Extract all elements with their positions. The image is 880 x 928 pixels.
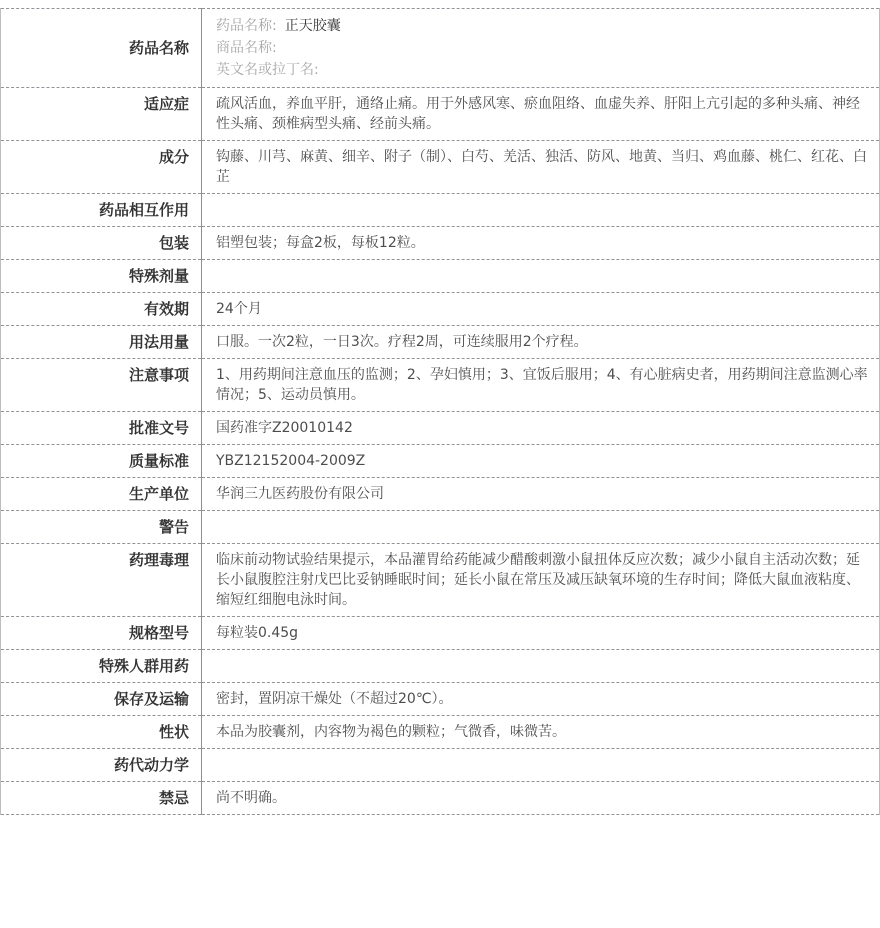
row-value bbox=[202, 9, 880, 88]
row-value: 华润三九医药股份有限公司 bbox=[202, 478, 880, 511]
row-value: 临床前动物试验结果提示，本品灌胃给药能减少醋酸刺激小鼠扭体反应次数；减少小鼠自主活动次数；延长小鼠腹腔注射戊巴比妥钠睡眠时间；延长小鼠在常压及减压缺氧环境的生存时间；降低大鼠血液粘度、缩短红细胞电泳时间。 bbox=[202, 544, 880, 617]
table-row bbox=[1, 9, 880, 88]
row-value bbox=[202, 650, 880, 683]
row-value bbox=[202, 511, 880, 544]
name-line-key: 商品名称: bbox=[216, 40, 277, 56]
row-value: 本品为胶囊剂，内容物为褐色的颗粒；气微香，味微苦。 bbox=[202, 716, 880, 749]
row-label: 警告 bbox=[1, 511, 202, 544]
row-label: 保存及运输 bbox=[1, 683, 202, 716]
table-row bbox=[1, 412, 880, 445]
drug-info-table bbox=[0, 8, 880, 815]
table-row bbox=[1, 293, 880, 326]
table-row bbox=[1, 227, 880, 260]
name-line-key: 药品名称: bbox=[216, 18, 277, 34]
row-label: 适应症 bbox=[1, 88, 202, 141]
row-value: 口服。一次2粒，一日3次。疗程2周，可连续服用2个疗程。 bbox=[202, 326, 880, 359]
row-value bbox=[202, 194, 880, 227]
row-value bbox=[202, 260, 880, 293]
row-value: YBZ12152004-2009Z bbox=[202, 445, 880, 478]
row-label: 包装 bbox=[1, 227, 202, 260]
row-value: 1、用药期间注意血压的监测；2、孕妇慎用；3、宜饭后服用；4、有心脏病史者，用药期间注意监测心率情况；5、运动员慎用。 bbox=[202, 359, 880, 412]
row-label: 禁忌 bbox=[1, 782, 202, 815]
row-value: 尚不明确。 bbox=[202, 782, 880, 815]
table-row bbox=[1, 511, 880, 544]
table-row bbox=[1, 478, 880, 511]
table-row bbox=[1, 326, 880, 359]
row-label: 批准文号 bbox=[1, 412, 202, 445]
table-row bbox=[1, 749, 880, 782]
row-value: 密封，置阴凉干燥处（不超过20℃）。 bbox=[202, 683, 880, 716]
row-label: 生产单位 bbox=[1, 478, 202, 511]
drug-info-table-body bbox=[1, 9, 880, 815]
row-value: 国药准字Z20010142 bbox=[202, 412, 880, 445]
table-row bbox=[1, 782, 880, 815]
row-label: 药代动力学 bbox=[1, 749, 202, 782]
row-label: 特殊人群用药 bbox=[1, 650, 202, 683]
name-line bbox=[216, 37, 869, 59]
table-row bbox=[1, 445, 880, 478]
row-value bbox=[202, 749, 880, 782]
drug-info-page bbox=[0, 8, 880, 815]
row-value: 铝塑包装；每盒2板，每板12粒。 bbox=[202, 227, 880, 260]
name-line-value: 正天胶囊 bbox=[284, 18, 341, 34]
table-row bbox=[1, 650, 880, 683]
row-value: 钩藤、川芎、麻黄、细辛、附子（制）、白芍、羌活、独活、防风、地黄、当归、鸡血藤、桃仁、红花、白芷 bbox=[202, 141, 880, 194]
row-label: 质量标准 bbox=[1, 445, 202, 478]
row-label: 特殊剂量 bbox=[1, 260, 202, 293]
table-row bbox=[1, 544, 880, 617]
row-label: 成分 bbox=[1, 141, 202, 194]
row-label: 药品名称 bbox=[1, 9, 202, 88]
row-value: 疏风活血，养血平肝，通络止痛。用于外感风寒、瘀血阻络、血虚失养、肝阳上亢引起的多种头痛、神经性头痛、颈椎病型头痛、经前头痛。 bbox=[202, 88, 880, 141]
table-row bbox=[1, 683, 880, 716]
row-label: 用法用量 bbox=[1, 326, 202, 359]
table-row bbox=[1, 260, 880, 293]
table-row bbox=[1, 617, 880, 650]
row-label: 注意事项 bbox=[1, 359, 202, 412]
table-row bbox=[1, 716, 880, 749]
table-row bbox=[1, 359, 880, 412]
table-row bbox=[1, 88, 880, 141]
table-row bbox=[1, 194, 880, 227]
row-label: 性状 bbox=[1, 716, 202, 749]
row-label: 药品相互作用 bbox=[1, 194, 202, 227]
row-label: 药理毒理 bbox=[1, 544, 202, 617]
row-label: 有效期 bbox=[1, 293, 202, 326]
row-value: 24个月 bbox=[202, 293, 880, 326]
name-line-key: 英文名或拉丁名: bbox=[216, 62, 319, 78]
name-line bbox=[216, 15, 869, 37]
row-value: 每粒装0.45g bbox=[202, 617, 880, 650]
row-label: 规格型号 bbox=[1, 617, 202, 650]
table-row bbox=[1, 141, 880, 194]
name-line bbox=[216, 59, 869, 81]
